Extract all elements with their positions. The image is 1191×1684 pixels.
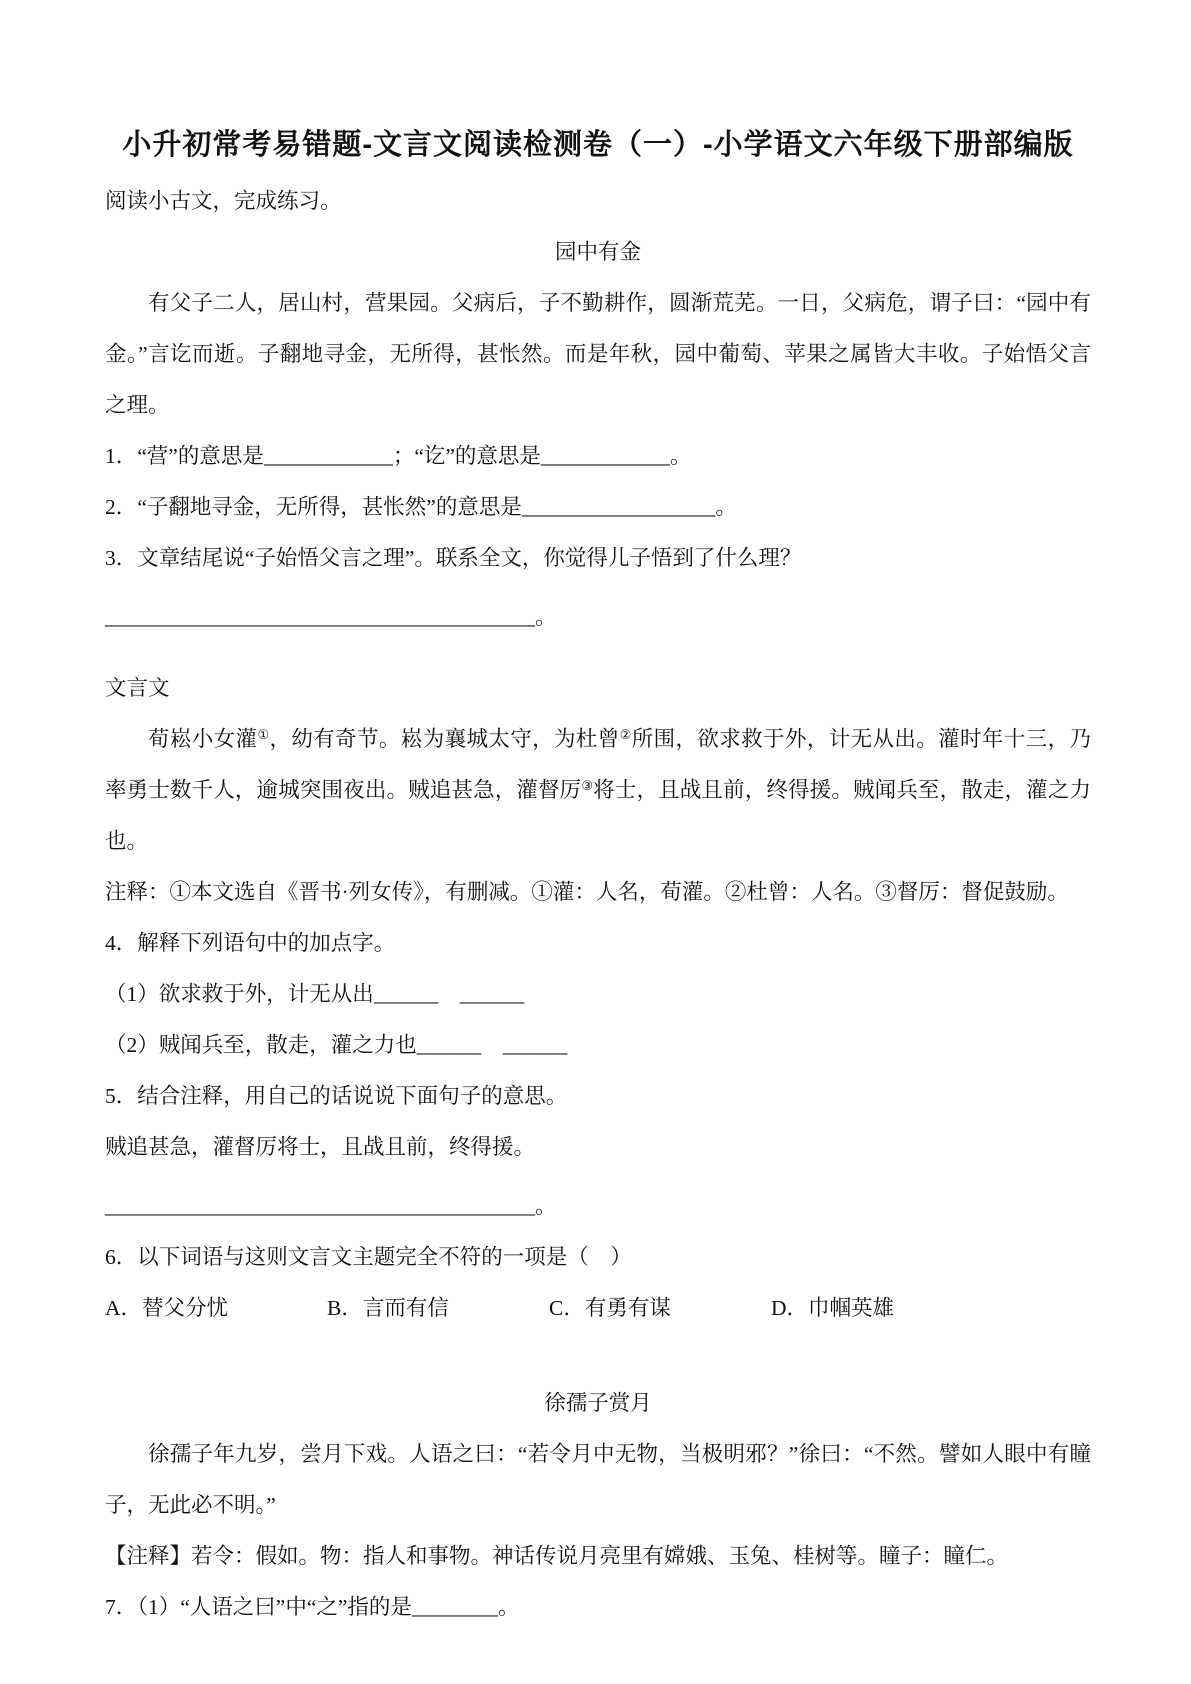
question-5-answer-line: ________________________________________。: [105, 1194, 557, 1218]
question-7: 7．（1）“人语之曰”中“之”指的是________。: [105, 1595, 520, 1619]
passage1-text: 有父子二人，居山村，营果园。父病后，子不勤耕作，圆渐荒芜。一日，父病危，谓子曰：“园中有金。”言讫而逝。子翻地寻金，无所得，甚怅然。而是年秋，园中葡萄、苹果之属皆大丰收。子始悟父言之理。: [105, 291, 1091, 417]
question-4-sub2: （2）贼闻兵至，散走，灌之力也______ ______: [105, 1033, 568, 1057]
passage2-text: [105, 714, 1091, 867]
question-3-answer-line: ________________________________________。: [105, 605, 557, 629]
passage1-heading: 园中有金: [554, 240, 641, 264]
intro-line: 阅读小古文，完成练习。: [105, 189, 342, 213]
page-title: 小升初常考易错题-文言文阅读检测卷（一）-小学语文六年级下册部编版: [122, 129, 1074, 161]
passage3-text: 徐孺子年九岁，尝月下戏。人语之曰：“若令月中无物，当极明邪？”徐曰：“不然。譬如人眼中有瞳子，无此必不明。”: [105, 1442, 1091, 1517]
option-b: B．言而有信: [327, 1296, 449, 1320]
option-d: D．巾帼英雄: [771, 1296, 895, 1320]
question-2: 2．“子翻地寻金，无所得，甚怅然”的意思是__________________。: [105, 495, 737, 519]
question-3: 3．文章结尾说“子始悟父言之理”。联系全文，你觉得儿子悟到了什么理？: [105, 546, 802, 570]
question-5-sentence: 贼追甚急，灌督厉将士，且战且前，终得援。: [105, 1135, 536, 1159]
passage2-segment: ，幼有奇节。崧为襄城太守，为杜曾: [269, 727, 620, 751]
option-a: A．替父分忧: [105, 1296, 229, 1320]
question-5: 5．结合注释，用自己的话说说下面句子的意思。: [105, 1084, 568, 1108]
passage2-notes: 注释：①本文选自《晋书·列女传》，有删减。①灌：人名，荀灌。②杜曾：人名。③督厉：督促鼓励。: [105, 880, 1069, 904]
question-6: 6．以下词语与这则文言文主题完全不符的一项是（ ）: [105, 1245, 632, 1269]
option-c: C．有勇有谋: [549, 1296, 671, 1320]
footnote-marker-1: ①: [257, 727, 270, 742]
footnote-marker-3: ③: [581, 778, 594, 793]
question-4: 4．解释下列语句中的加点字。: [105, 931, 396, 955]
passage3-notes: 【注释】若令：假如。物：指人和事物。神话传说月亮里有嫦娥、玉兔、桂树等。瞳子：瞳仁。: [105, 1544, 1009, 1568]
passage2-segment: 将士，且战且前，终得援。贼闻兵至，散走，灌之力也。: [105, 778, 1091, 853]
section2-label: 文言文: [105, 676, 170, 700]
footnote-marker-2: ②: [619, 727, 632, 742]
passage2-segment: 所围，欲求救于外，计无从出。灌时年十三，乃率勇士数千人，逾城突围夜出。贼追甚急，灌督厉: [105, 727, 1091, 802]
passage2-segment: 荀崧小女灌: [148, 727, 258, 751]
question-4-sub1: （1）欲求救于外，计无从出______ ______: [105, 982, 525, 1006]
question-6-options: [105, 1283, 1091, 1334]
passage3-heading: 徐孺子赏月: [544, 1391, 652, 1415]
question-1: 1．“营”的意思是____________；“讫”的意思是____________。: [105, 444, 692, 468]
section-spacer: [105, 643, 1091, 663]
section-spacer: [105, 1334, 1091, 1378]
